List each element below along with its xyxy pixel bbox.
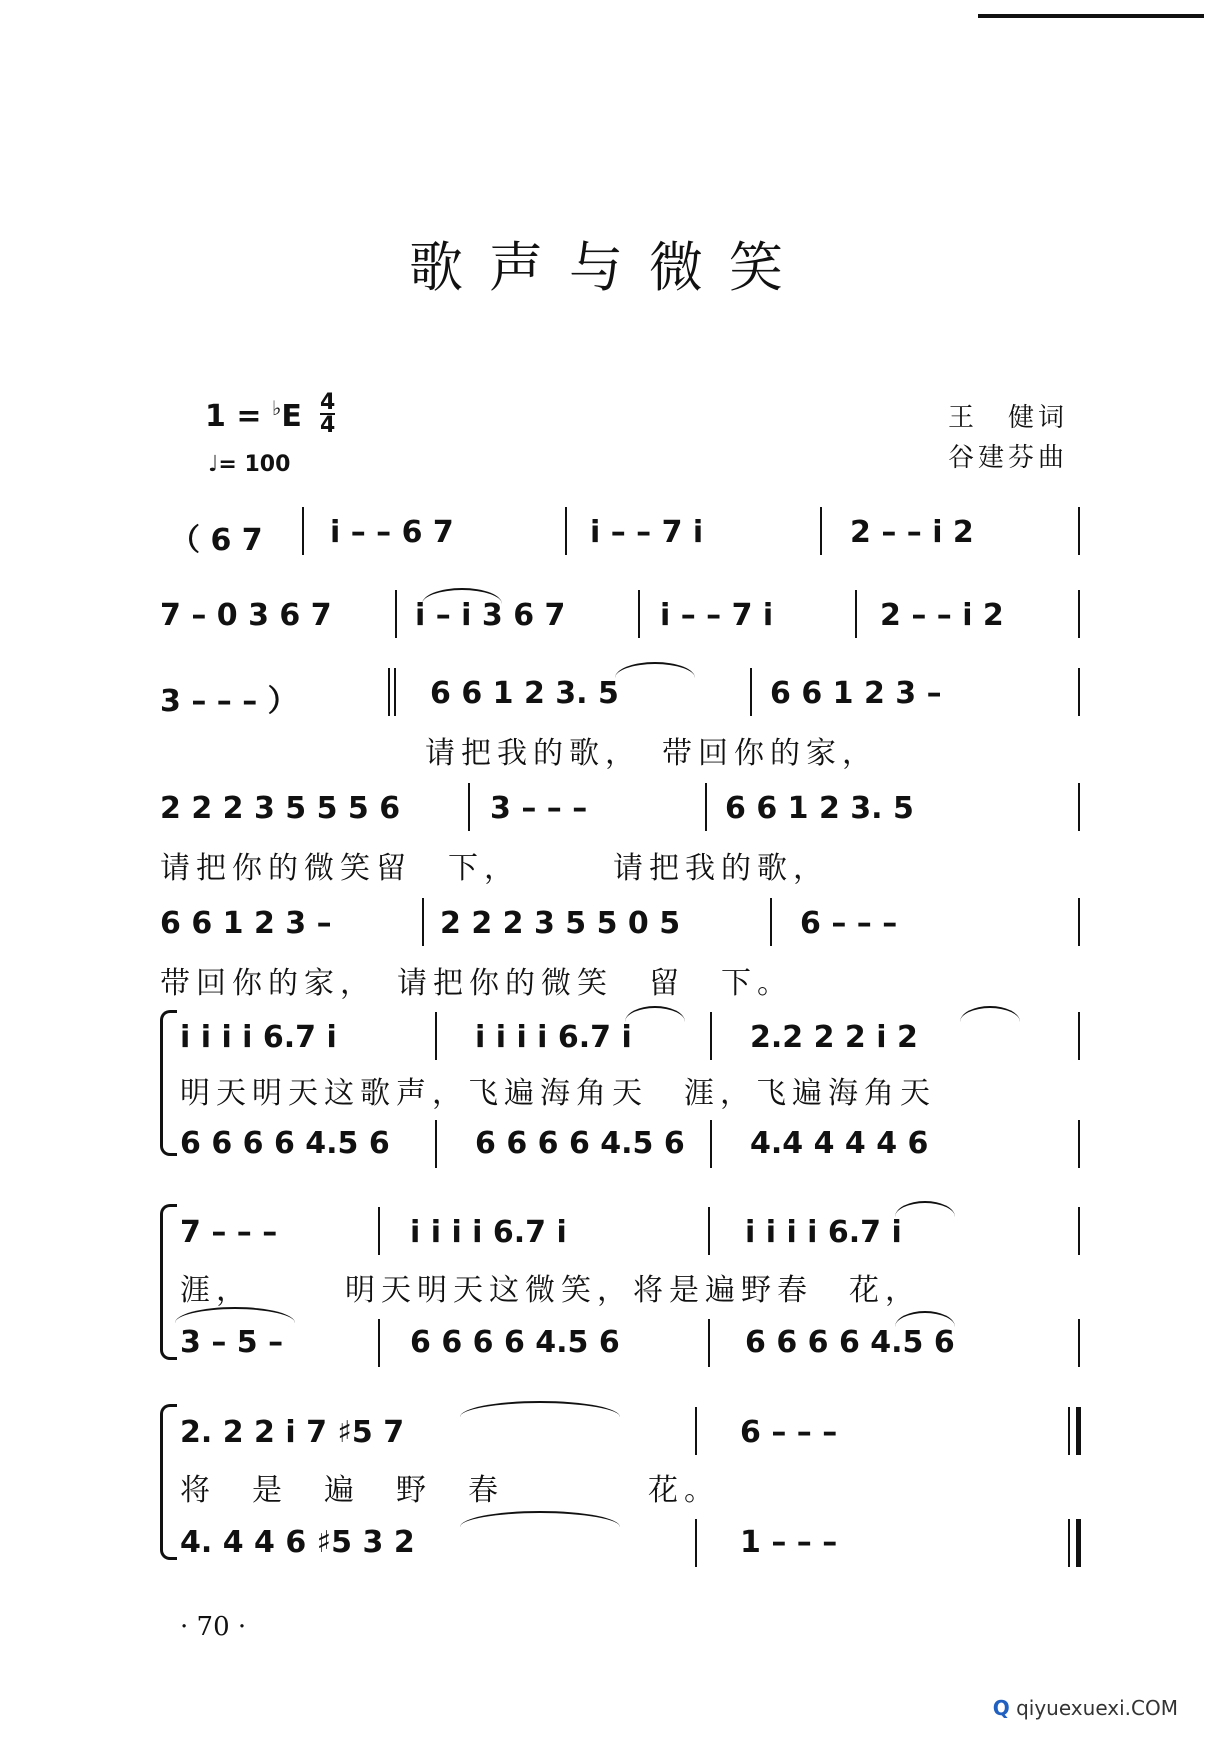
- tempo-marking: ♩= 100: [208, 452, 291, 477]
- top-rule: [978, 14, 1204, 18]
- barline: [820, 507, 822, 555]
- measure: 6 6 1 2 3. 5: [430, 676, 619, 711]
- measure: i i i i 6.7 i: [745, 1215, 902, 1250]
- measure: 6 6 6 6 4.5 6: [475, 1126, 685, 1161]
- barline: [302, 507, 304, 555]
- barline: [705, 783, 707, 831]
- measure: 6 6 1 2 3 –: [770, 676, 942, 711]
- barline: [710, 1012, 712, 1060]
- system-brace: [160, 1010, 177, 1156]
- slur: [895, 1311, 955, 1327]
- key-label: 1 =: [205, 399, 272, 434]
- barline: [770, 898, 772, 946]
- tie: [615, 662, 695, 678]
- barline: [468, 783, 470, 831]
- barline: [422, 898, 424, 946]
- barline: [1078, 1207, 1080, 1255]
- barline: [435, 1012, 437, 1060]
- barline: [1078, 507, 1080, 555]
- time-bottom: 4: [320, 413, 336, 438]
- key-note: E: [281, 399, 302, 434]
- measure: i – – 7 i: [590, 515, 704, 550]
- final-barline: [1076, 1407, 1081, 1455]
- barline: [378, 1207, 380, 1255]
- lyrics-row: 请把我的歌， 带回你的家，: [425, 736, 878, 771]
- repeat-barline: [394, 668, 396, 716]
- measure: 3 – 5 –: [180, 1325, 284, 1360]
- barline: [1078, 1012, 1080, 1060]
- measure: i i i i 6.7 i: [475, 1020, 632, 1055]
- barline: [695, 1519, 697, 1567]
- barline: [1078, 783, 1080, 831]
- measure: 6 6 1 2 3 –: [160, 906, 332, 941]
- measure: 6 6 6 6 4.5 6: [180, 1126, 390, 1161]
- barline: [638, 590, 640, 638]
- barline: [1078, 590, 1080, 638]
- barline: [695, 1407, 697, 1455]
- time-top: 4: [320, 390, 336, 415]
- measure: i i i i 6.7 i: [410, 1215, 567, 1250]
- lyricist: 王 健词: [947, 403, 1068, 433]
- measure: 4.4 4 4 4 6: [750, 1126, 929, 1161]
- measure: 1 – – –: [740, 1525, 838, 1560]
- lyrics-row: 带回你的家， 请把你的微笑 留 下。: [160, 966, 793, 1001]
- measure: 3 – – – ）: [160, 684, 298, 719]
- system-brace: [160, 1404, 177, 1560]
- measure: 2 – – i 2: [850, 515, 974, 550]
- lyrics-row: 明天明天这歌声，飞遍海角天 涯，飞遍海角天: [180, 1076, 936, 1111]
- barline: [708, 1207, 710, 1255]
- tie: [175, 1307, 295, 1323]
- barline: [1078, 898, 1080, 946]
- measure: 6 – – –: [800, 906, 898, 941]
- watermark-logo: Q: [992, 1696, 1010, 1720]
- song-title: 歌声与微笑: [409, 236, 809, 299]
- composer: 谷建芬曲: [947, 443, 1068, 473]
- measure: i – – 7 i: [660, 598, 774, 633]
- system-brace: [160, 1204, 177, 1360]
- barline: [1078, 1319, 1080, 1367]
- flat-sign: ♭: [271, 396, 282, 420]
- watermark: [993, 1696, 1178, 1720]
- measure: 6 6 6 6 4.5 6: [745, 1325, 955, 1360]
- credits: [948, 398, 1068, 478]
- time-signature: [320, 392, 335, 436]
- barline: [378, 1319, 380, 1367]
- measure: 6 6 1 2 3. 5: [725, 791, 914, 826]
- measure: i – – 6 7: [330, 515, 454, 550]
- page-number: · 70 ·: [180, 1612, 247, 1642]
- barline: [1078, 668, 1080, 716]
- slur: [625, 1006, 685, 1022]
- barline: [710, 1120, 712, 1168]
- slur: [460, 1401, 620, 1417]
- measure: 6 6 6 6 4.5 6: [410, 1325, 620, 1360]
- measure: 2 2 2 3 5 5 5 6: [160, 791, 401, 826]
- barline: [395, 590, 397, 638]
- lyrics-row: 涯， 明天明天这微笑，将是遍野春 花，: [180, 1273, 921, 1308]
- repeat-barline: [388, 668, 390, 716]
- final-barline: [1068, 1519, 1070, 1567]
- watermark-text: qiyuexuexi.COM: [1016, 1696, 1178, 1720]
- measure: （ 6 7: [170, 523, 263, 558]
- measure: 7 – – –: [180, 1215, 278, 1250]
- slur: [460, 1511, 620, 1527]
- measure: 2.2 2 2 i 2: [750, 1020, 918, 1055]
- measure: i – i 3 6 7: [415, 598, 566, 633]
- measure: 6 – – –: [740, 1415, 838, 1450]
- lyrics-row: 请把你的微笑留 下， 请把我的歌，: [160, 851, 829, 886]
- slur: [960, 1006, 1020, 1022]
- measure: 2 – – i 2: [880, 598, 1004, 633]
- barline: [565, 507, 567, 555]
- barline: [435, 1120, 437, 1168]
- measure: 3 – – –: [490, 791, 588, 826]
- measure: 7 – 0 3 6 7: [160, 598, 332, 633]
- final-barline: [1068, 1407, 1070, 1455]
- barline: [708, 1319, 710, 1367]
- tie: [422, 588, 502, 604]
- measure: 4. 4 4 6 ♯5 3 2: [180, 1525, 415, 1560]
- measure: 2. 2 2 i 7 ♯5 7: [180, 1415, 405, 1450]
- final-barline: [1076, 1519, 1081, 1567]
- barline: [1078, 1120, 1080, 1168]
- measure: i i i i 6.7 i: [180, 1020, 337, 1055]
- barline: [750, 668, 752, 716]
- lyrics-row: 将 是 遍 野 春 花。: [180, 1473, 720, 1508]
- key-signature: [205, 396, 302, 434]
- measure: 2 2 2 3 5 5 0 5: [440, 906, 681, 941]
- barline: [855, 590, 857, 638]
- slur: [895, 1201, 955, 1217]
